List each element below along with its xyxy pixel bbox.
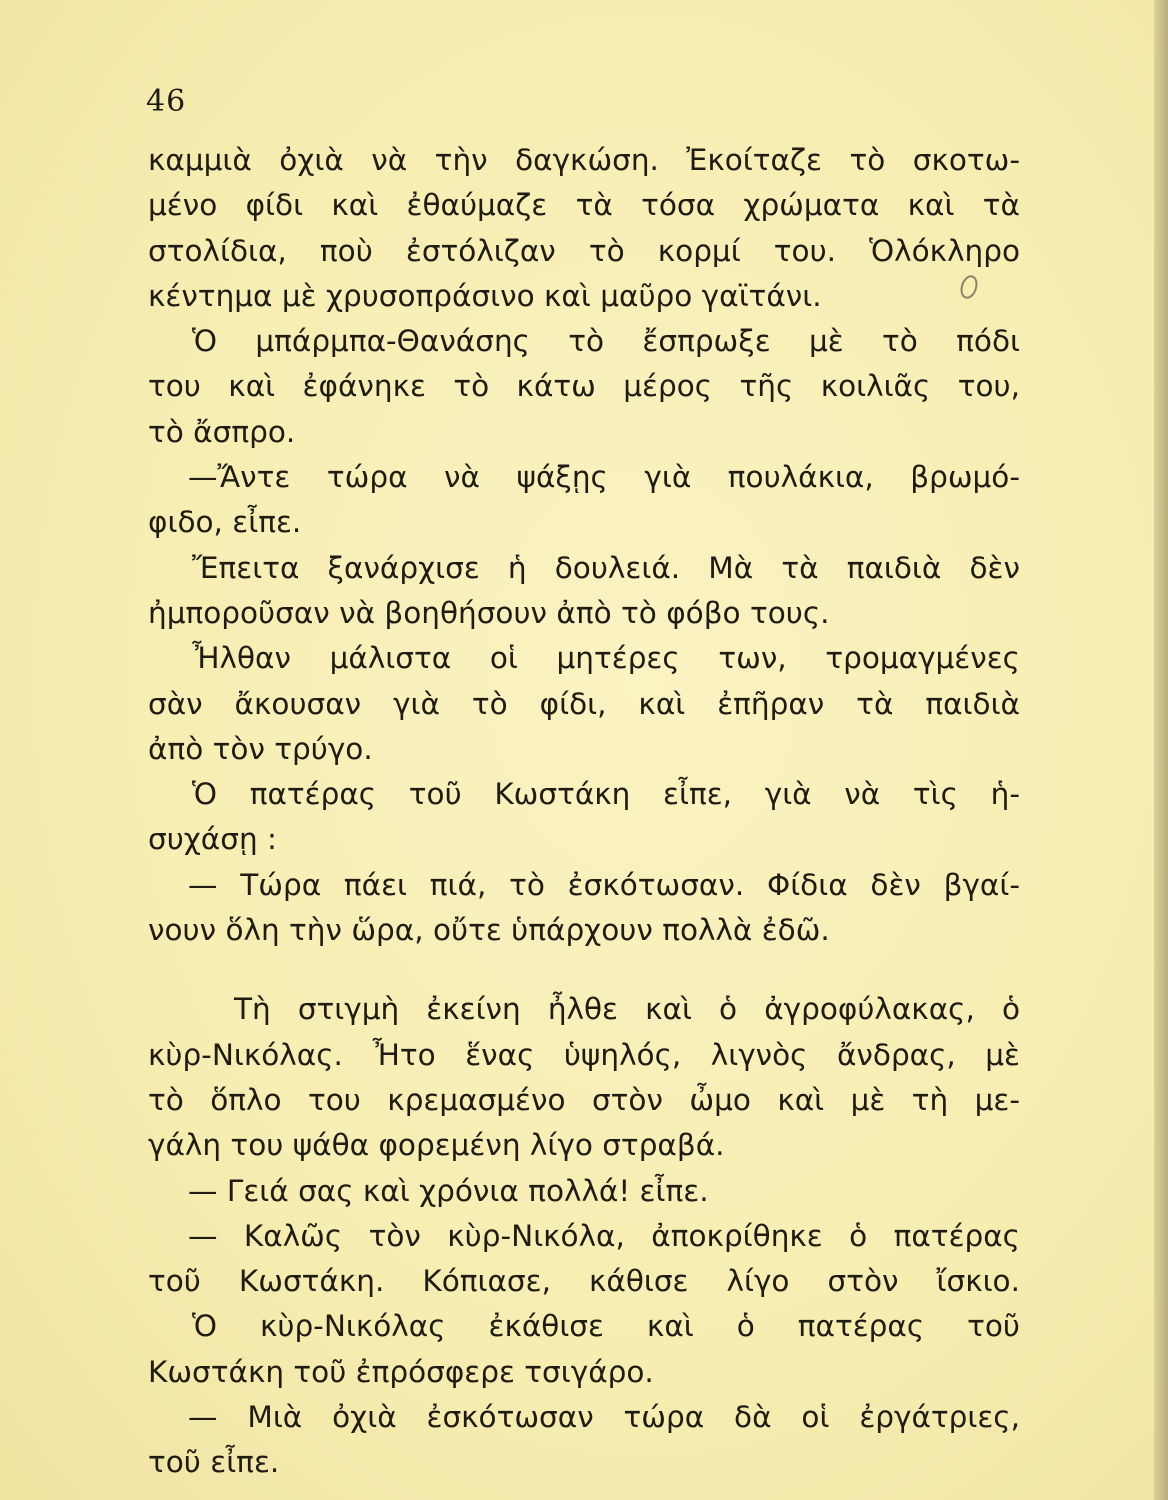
text-line: — Μιὰ ὀχιὰ ἐσκότωσαν τώρα δὰ οἱ ἐργάτριες, bbox=[188, 1400, 1020, 1435]
text-line: γάλη του ψάθα φορεμένη λίγο στραβά. bbox=[148, 1128, 725, 1163]
text-line: στολίδια, ποὺ ἐστόλιζαν τὸ κορμί του. Ὁλόκληρο bbox=[148, 233, 1020, 268]
text-line: Ὁ μπάρμπα-Θανάσης τὸ ἔσπρωξε μὲ τὸ πόδι bbox=[192, 324, 1020, 359]
text-line: —Ἄντε τώρα νὰ ψάξῃς γιὰ πουλάκια, βρωμό- bbox=[188, 460, 1020, 495]
text-line: ἠμποροῦσαν νὰ βοηθήσουν ἀπὸ τὸ φόβο τους. bbox=[148, 595, 830, 630]
text-line: Τὴ στιγμὴ ἐκείνη ἦλθε καὶ ὁ ἀγροφύλακας, ὁ bbox=[234, 992, 1020, 1027]
text-line: Ἦλθαν μάλιστα οἱ μητέρες των, τρομαγμένες bbox=[192, 641, 1020, 676]
page-edge bbox=[1154, 0, 1168, 1500]
text-line: κέντημα μὲ χρυσοπράσινο καὶ μαῦρο γαϊτάνι. bbox=[148, 278, 822, 313]
text-line: του καὶ ἐφάνηκε τὸ κάτω μέρος τῆς κοιλιᾶς του, bbox=[148, 369, 1020, 404]
text-line: συχάσῃ : bbox=[148, 822, 277, 857]
text-line: τοῦ Κωστάκη. Κόπιασε, κάθισε λίγο στὸν ἴσκιο. bbox=[148, 1264, 1020, 1299]
text-line: μένο φίδι καὶ ἐθαύμαζε τὰ τόσα χρώματα καὶ τὰ bbox=[148, 188, 1020, 223]
text-line: Ὁ πατέρας τοῦ Κωστάκη εἶπε, γιὰ νὰ τὶς ἡ- bbox=[192, 777, 1020, 812]
text-line: κὺρ-Νικόλας. Ἦτο ἕνας ὑψηλός, λιγνὸς ἄνδρας, μὲ bbox=[148, 1037, 1020, 1072]
text-line: νουν ὅλη τὴν ὥρα, οὔτε ὑπάρχουν πολλὰ ἐδῶ. bbox=[148, 913, 830, 948]
text-line: σὰν ἄκουσαν γιὰ τὸ φίδι, καὶ ἐπῆραν τὰ παιδιὰ bbox=[148, 686, 1020, 721]
text-line: τὸ ἄσπρο. bbox=[148, 414, 296, 449]
text-line: ἀπὸ τὸν τρύγο. bbox=[148, 731, 373, 766]
text-line: — Καλῶς τὸν κὺρ-Νικόλα, ἀποκρίθηκε ὁ πατέρας bbox=[188, 1218, 1020, 1253]
text-line: Κωστάκη τοῦ ἐπρόσφερε τσιγάρο. bbox=[148, 1354, 654, 1389]
text-line: τὸ ὅπλο του κρεμασμένο στὸν ὦμο καὶ μὲ τὴ με- bbox=[148, 1082, 1020, 1117]
text-line: καμμιὰ ὀχιὰ νὰ τὴν δαγκώση. Ἐκοίταζε τὸ σκοτω- bbox=[148, 143, 1020, 177]
text-line: τοῦ εἶπε. bbox=[148, 1445, 280, 1480]
text-line: Ὁ κὺρ-Νικόλας ἐκάθισε καὶ ὁ πατέρας τοῦ bbox=[192, 1309, 1020, 1344]
text-line: Ἔπειτα ξανάρχισε ἡ δουλειά. Μὰ τὰ παιδιὰ δὲν bbox=[192, 550, 1020, 585]
text-line: — Τώρα πάει πιά, τὸ ἐσκότωσαν. Φίδια δὲν βγαί- bbox=[188, 867, 1020, 902]
body-text bbox=[148, 138, 1020, 1486]
section-gap bbox=[148, 953, 1020, 987]
text-line: φιδο, εἶπε. bbox=[148, 505, 302, 540]
text-line: — Γειά σας καὶ χρόνια πολλά! εἶπε. bbox=[188, 1173, 709, 1208]
page-number: 46 bbox=[146, 84, 187, 119]
